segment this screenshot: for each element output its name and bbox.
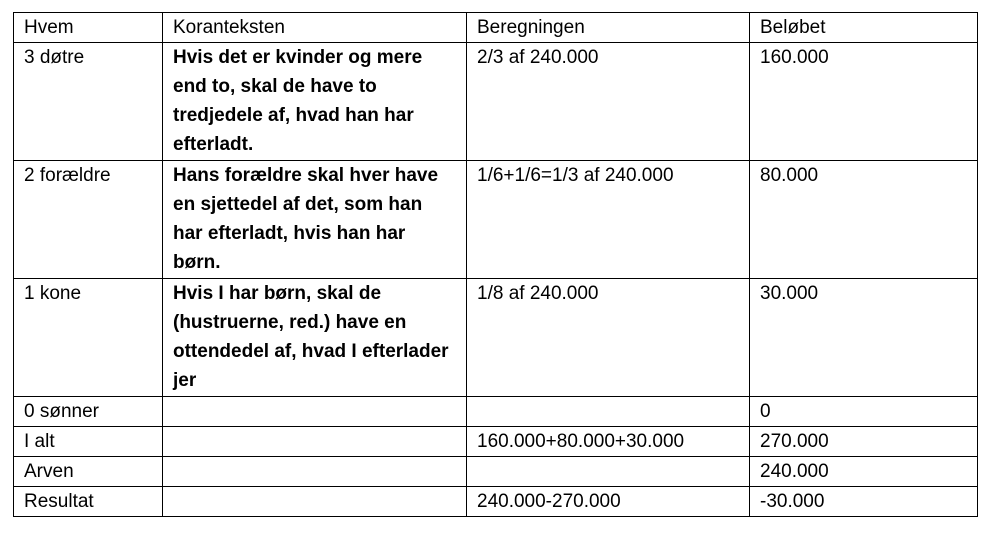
table-row: [14, 43, 978, 161]
cell-beregningen: 1/6+1/6=1/3 af 240.000: [467, 161, 750, 279]
table-row: [14, 487, 978, 517]
cell-hvem: 3 døtre: [14, 43, 163, 161]
cell-belobet: 240.000: [750, 457, 978, 487]
cell-beregningen: [467, 457, 750, 487]
header-hvem: Hvem: [14, 13, 163, 43]
cell-belobet: 30.000: [750, 279, 978, 397]
table-row: [14, 427, 978, 457]
cell-beregningen: 2/3 af 240.000: [467, 43, 750, 161]
table-row: [14, 457, 978, 487]
cell-koranteksten: [163, 457, 467, 487]
cell-belobet: 270.000: [750, 427, 978, 457]
table-row: [14, 161, 978, 279]
cell-beregningen: 1/8 af 240.000: [467, 279, 750, 397]
header-row: [14, 13, 978, 43]
cell-belobet: -30.000: [750, 487, 978, 517]
inheritance-table: [13, 12, 978, 517]
cell-koranteksten: [163, 427, 467, 457]
cell-beregningen: 240.000-270.000: [467, 487, 750, 517]
cell-belobet: 80.000: [750, 161, 978, 279]
cell-hvem: Resultat: [14, 487, 163, 517]
cell-koranteksten: Hvis det er kvinder og mere end to, skal de have to tredjedele af, hvad han har efterladt.: [163, 43, 467, 161]
cell-koranteksten: [163, 397, 467, 427]
cell-koranteksten: Hvis I har børn, skal de (hustruerne, red.) have en ottendedel af, hvad I efterlader jer: [163, 279, 467, 397]
cell-belobet: 160.000: [750, 43, 978, 161]
cell-koranteksten: Hans forældre skal hver have en sjettedel af det, som han har efterladt, hvis han har børn.: [163, 161, 467, 279]
table-row: [14, 279, 978, 397]
cell-beregningen: 160.000+80.000+30.000: [467, 427, 750, 457]
cell-hvem: 1 kone: [14, 279, 163, 397]
header-beregningen: Beregningen: [467, 13, 750, 43]
table-row: [14, 397, 978, 427]
cell-hvem: 0 sønner: [14, 397, 163, 427]
cell-beregningen: [467, 397, 750, 427]
cell-belobet: 0: [750, 397, 978, 427]
cell-koranteksten: [163, 487, 467, 517]
header-belobet: Beløbet: [750, 13, 978, 43]
cell-hvem: Arven: [14, 457, 163, 487]
cell-hvem: 2 forældre: [14, 161, 163, 279]
cell-hvem: I alt: [14, 427, 163, 457]
header-koranteksten: Koranteksten: [163, 13, 467, 43]
